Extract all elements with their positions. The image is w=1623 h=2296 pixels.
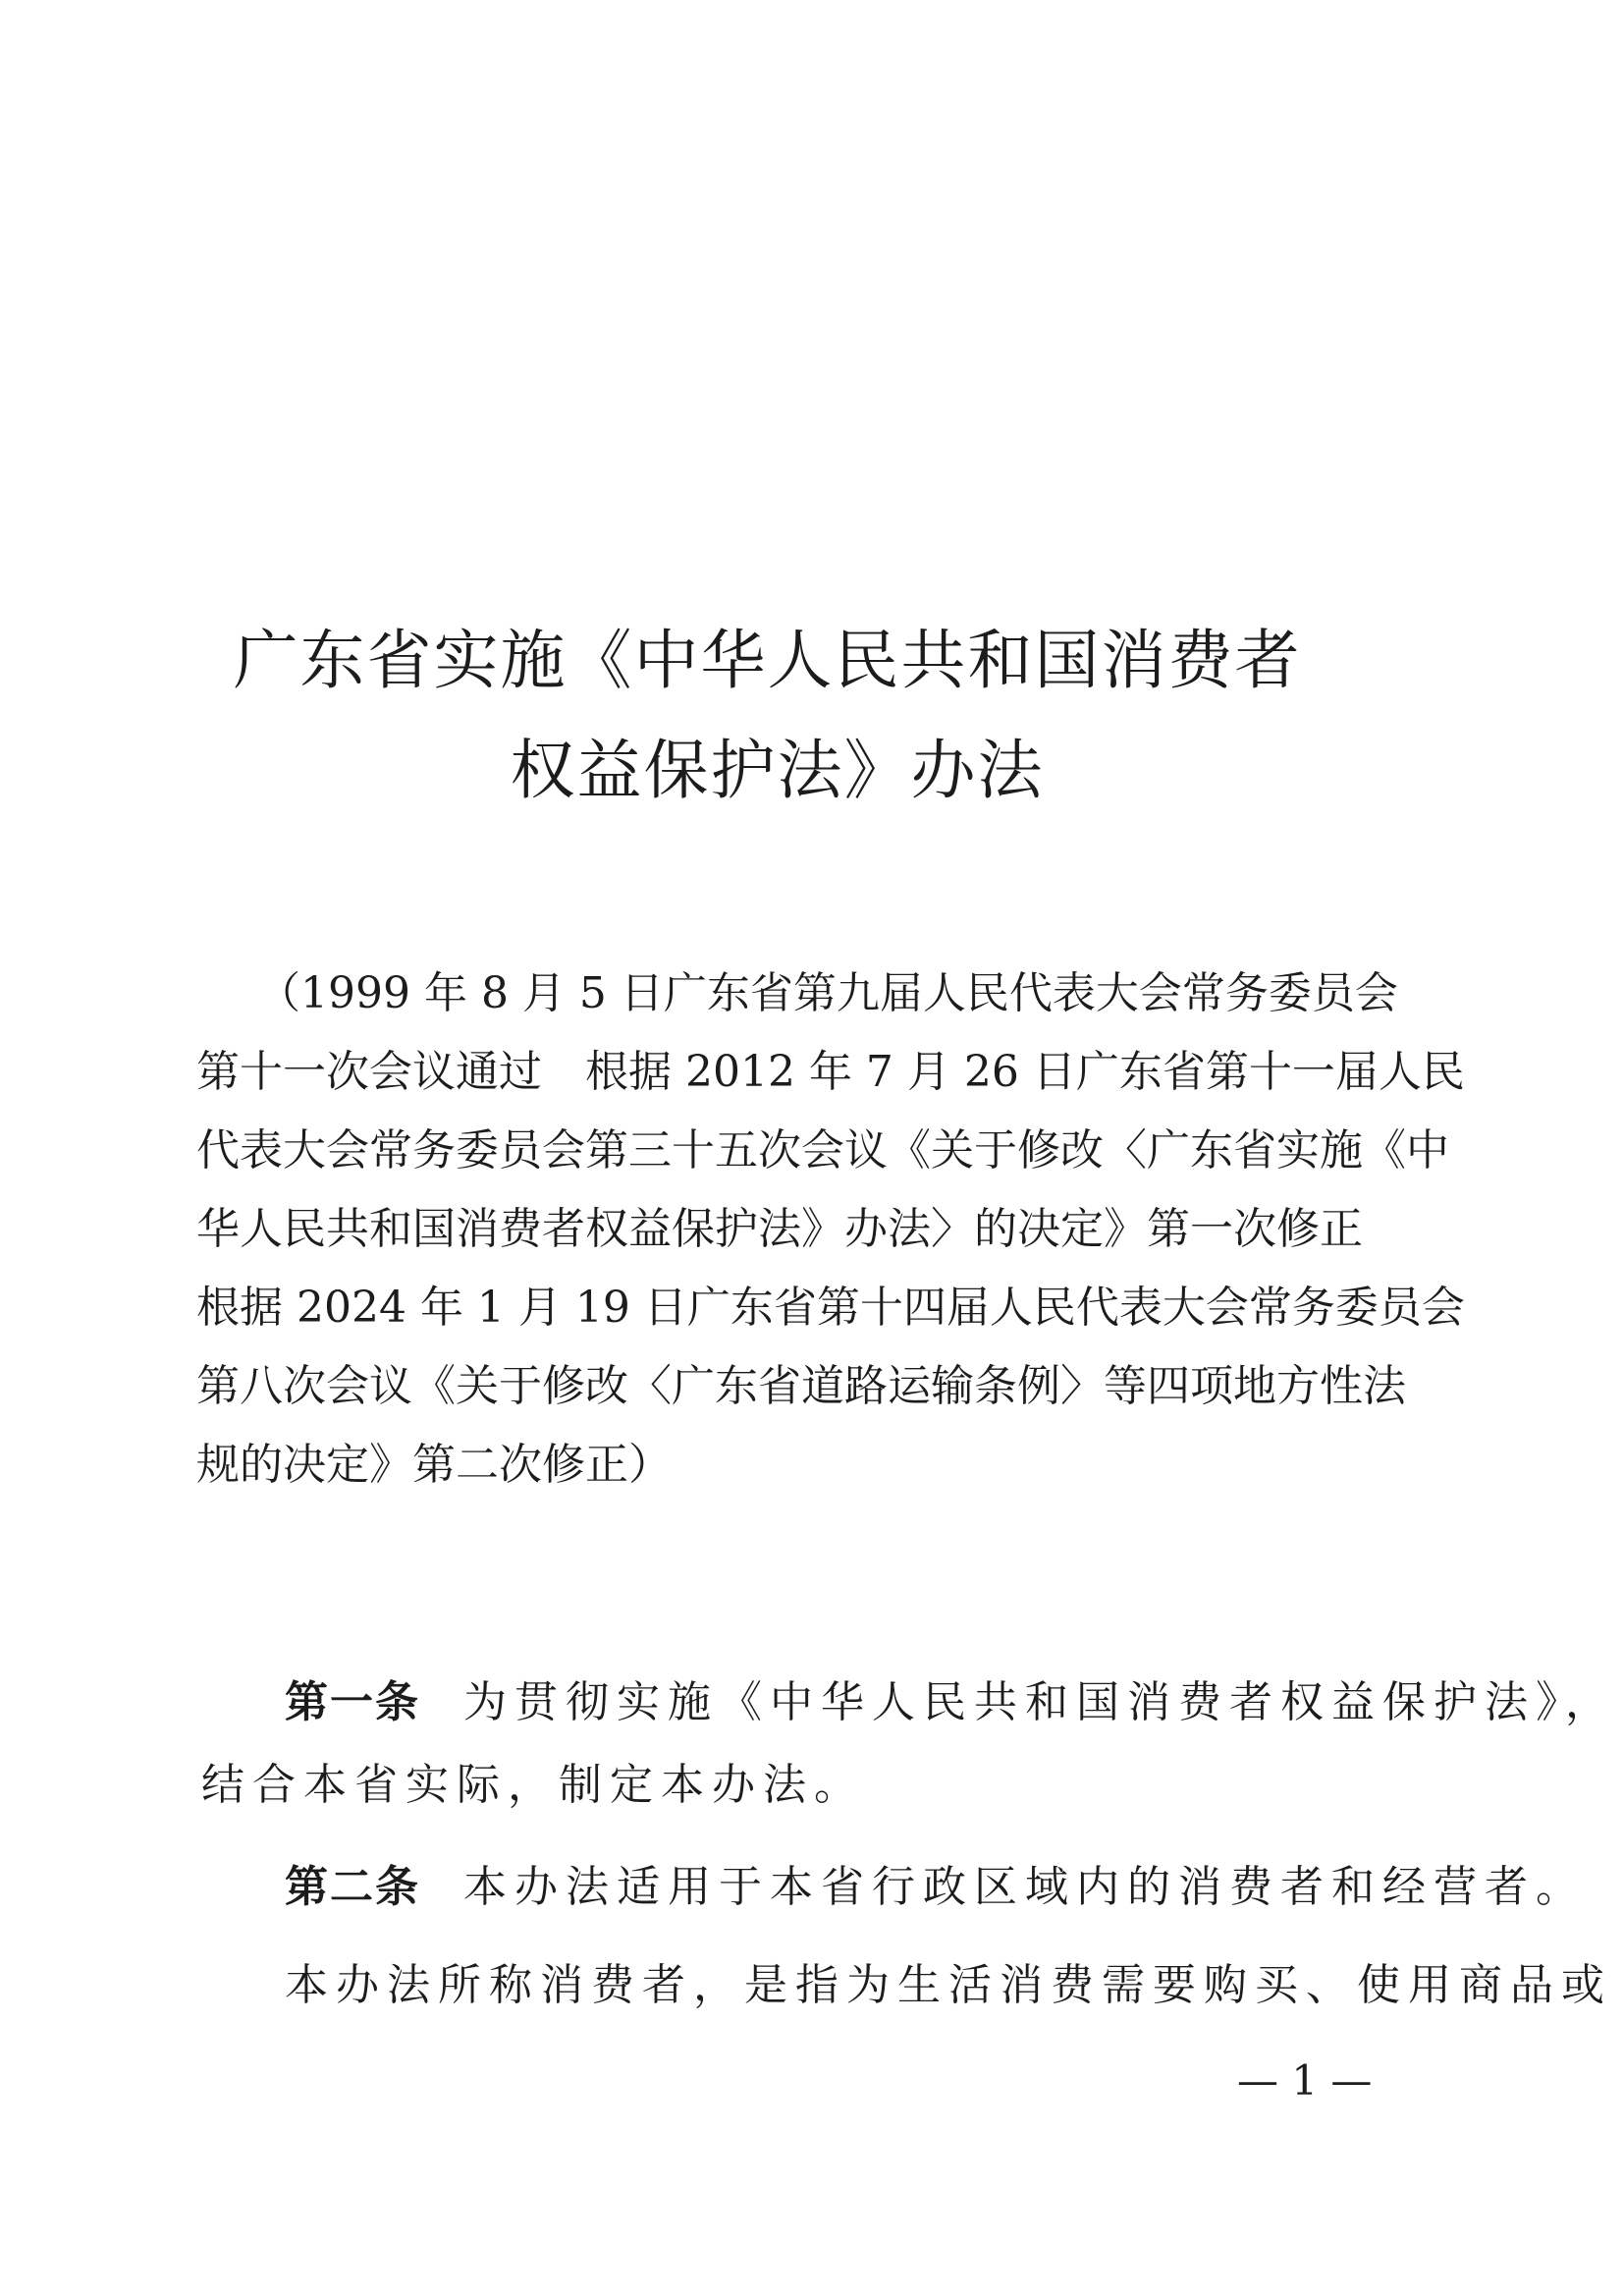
- document-title-line-2: 权益保护法》办法: [510, 733, 1045, 808]
- article-1-heading: 第一条: [285, 1677, 420, 1727]
- article-1: [285, 1677, 1616, 1727]
- article-2-text: 本办法适用于本省行政区域内的消费者和经营者。: [463, 1862, 1587, 1912]
- amendment-note-line: （1999 年 8 月 5 日广东省第九届人民代表大会常务委员会: [257, 968, 1398, 1018]
- amendment-note-line: 华人民共和国消费者权益保护法》办法〉的决定》第一次修正: [196, 1204, 1363, 1254]
- amendment-note-line: 第十一次会议通过 根据 2012 年 7 月 26 日广东省第十一届人民: [196, 1047, 1465, 1097]
- page-number: — 1 —: [1237, 2056, 1373, 2105]
- article-1-text: 为贯彻实施《中华人民共和国消费者权益保护法》，: [463, 1677, 1616, 1727]
- article-2-heading: 第二条: [285, 1862, 420, 1912]
- article-2-paragraph-2: 本办法所称消费者，是指为生活消费需要购买、使用商品或: [285, 1960, 1612, 2010]
- amendment-note-line: 代表大会常务委员会第三十五次会议《关于修改〈广东省实施《中: [196, 1125, 1449, 1175]
- amendment-note-line: 规的决定》第二次修正）: [196, 1440, 672, 1490]
- document-title-line-1: 广东省实施《中华人民共和国消费者: [233, 623, 1302, 698]
- amendment-note-line: 根据 2024 年 1 月 19 日广东省第十四届人民代表大会常务委员会: [196, 1283, 1465, 1333]
- article-1-continuation: 结合本省实际，制定本办法。: [201, 1760, 865, 1810]
- article-2: [285, 1862, 1587, 1912]
- amendment-note-line: 第八次会议《关于修改〈广东省道路运输条例〉等四项地方性法: [196, 1361, 1406, 1411]
